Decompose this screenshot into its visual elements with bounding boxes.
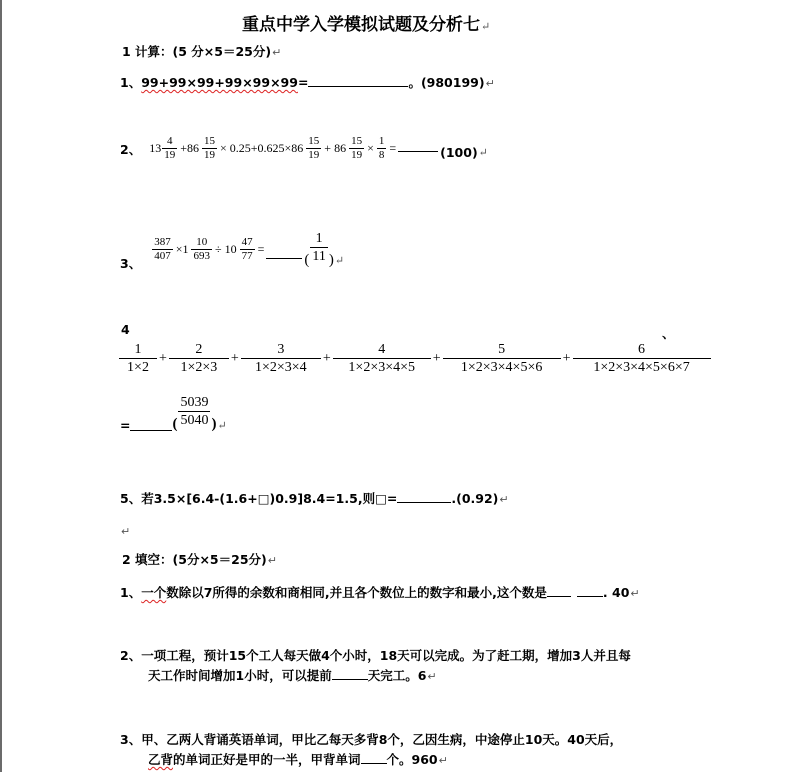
fraction (243, 341, 319, 376)
denominator: 1×2×3×4 (241, 358, 321, 376)
fill-question-1-answer: . 40 (602, 585, 630, 600)
question-3 (120, 226, 344, 272)
fill-question-3-text: 3、甲、乙两人背诵英语单词，甲比乙每天多背8个，乙因生病，中途停止10天。40天后， (120, 732, 623, 747)
denominator: 407 (154, 249, 171, 262)
question-2-answer: (100) (440, 145, 478, 160)
question-number: 4 (121, 322, 130, 337)
operator: ×1 (175, 241, 189, 256)
denominator: 5040 (180, 413, 209, 428)
paragraph-mark: ↵ (630, 587, 640, 600)
fill-question-1 (120, 583, 640, 601)
section-2-heading (122, 550, 277, 568)
paren-right: ) (328, 251, 334, 268)
numerator: 5039 (180, 395, 209, 410)
answer-blank[interactable] (332, 669, 368, 680)
question-4-separator (662, 324, 675, 342)
fill-question-3-line-2 (148, 750, 448, 768)
operator: × (367, 141, 374, 155)
denominator: 1×2×3×4×5×6 (443, 358, 561, 376)
answer-blank[interactable] (398, 150, 438, 152)
question-2 (120, 135, 488, 162)
denominator: 77 (241, 249, 253, 262)
paragraph-mark: ↵ (427, 670, 437, 683)
denominator: 693 (193, 249, 210, 262)
plus-sign: + (432, 350, 441, 366)
paragraph-mark: ↵ (121, 525, 131, 538)
fill-question-2-line-1 (120, 646, 631, 664)
operator: ÷ 10 (214, 241, 237, 256)
denominator: 19 (164, 149, 176, 161)
numerator: 4 (378, 342, 386, 357)
equals-sign: = (257, 241, 265, 256)
answer-blank[interactable] (547, 586, 571, 597)
paren-left: ( (172, 416, 178, 432)
paragraph-mark: ↵ (499, 493, 509, 506)
separator-mark: 、 (662, 326, 675, 341)
numerator: 15 (351, 135, 363, 147)
answer-fraction (310, 230, 327, 265)
question-1 (120, 73, 495, 91)
question-number: 2、 (120, 141, 142, 157)
paren-left: ( (304, 251, 310, 268)
paren-right: ) (211, 416, 217, 432)
numerator: 3 (277, 342, 285, 357)
paragraph-mark: ↵ (267, 554, 277, 567)
answer-blank[interactable] (130, 429, 172, 431)
fraction (349, 135, 364, 162)
fraction (445, 341, 559, 376)
paragraph-mark: ↵ (438, 754, 448, 767)
question-number: 1、 (120, 585, 142, 600)
numerator: 2 (195, 342, 203, 357)
fill-question-3-answer: 个。960 (386, 752, 438, 767)
fraction (575, 341, 709, 376)
page-left-border (0, 0, 2, 772)
question-number: 3、 (120, 256, 142, 271)
fill-question-1-text: 数除以7所得的余数和商相同,并且各个数位上的数字和最小,这个数是 (166, 585, 547, 600)
numerator: 15 (308, 135, 320, 147)
question-5 (120, 489, 509, 507)
fraction (306, 135, 321, 162)
question-1-expression: 99+99×99+99×99×99 (141, 75, 298, 90)
question-5-text: 5、若3.5×[6.4-(1.6+□)0.9]8.4=1.5,则□= (120, 491, 398, 506)
fill-question-2-line-2 (148, 666, 437, 684)
paragraph-mark: ↵ (217, 420, 227, 432)
denominator: 19 (308, 149, 320, 161)
fill-question-3-text: 的单词正好是甲的一半，甲背单词 (173, 752, 361, 767)
answer-blank[interactable] (266, 257, 302, 259)
paragraph-mark: ↵ (481, 20, 491, 33)
fraction (335, 341, 429, 376)
numerator: 5 (498, 342, 506, 357)
empty-paragraph (120, 520, 130, 539)
fraction (121, 341, 155, 376)
denominator: 1×2×3×4×5 (333, 358, 431, 376)
question-1-answer: 。(980199) (408, 75, 485, 90)
answer-blank[interactable] (397, 492, 451, 503)
fraction (152, 236, 173, 263)
denominator: 19 (203, 149, 215, 161)
equals-sign: = (297, 75, 309, 90)
fill-question-3-line-1 (120, 730, 622, 748)
denominator: 1×2×3 (169, 358, 229, 376)
fill-question-2-text: 2、一项工程，预计15个工人每天做4个小时，18天可以完成。为了赶工期，增加3人并且每 (120, 648, 631, 663)
denominator: 1×2 (119, 358, 157, 376)
question-4-answer-line (120, 392, 227, 433)
numerator: 387 (154, 235, 171, 248)
fraction (191, 236, 212, 263)
denominator: 8 (378, 149, 385, 161)
fraction (240, 236, 255, 263)
answer-fraction (178, 394, 210, 429)
fraction (202, 135, 217, 162)
numerator: 10 (196, 235, 208, 248)
numerator: 6 (638, 342, 646, 357)
paragraph-mark: ↵ (485, 77, 495, 90)
paragraph-mark: ↵ (272, 46, 282, 59)
question-number: 1、 (120, 75, 142, 90)
fill-question-2-text: 天工作时间增加1小时，可以提前 (148, 668, 332, 683)
paragraph-mark: ↵ (334, 254, 345, 267)
answer-blank[interactable] (308, 76, 408, 87)
question-4-number (121, 322, 130, 337)
numerator: 1 (315, 230, 323, 246)
document-title (242, 10, 490, 35)
section-1-heading-text: 1 计算：(5 分×5＝25分) (122, 44, 272, 59)
plus-sign: + (562, 350, 571, 366)
fraction (171, 341, 227, 376)
denominator: 11 (312, 248, 326, 264)
plus-sign: + (159, 350, 167, 366)
section-2-heading-text: 2 填空：(5分×5＝25分) (122, 552, 267, 567)
operator: + 86 (324, 141, 347, 155)
plus-sign: + (322, 350, 331, 366)
answer-blank[interactable] (577, 586, 603, 597)
plus-sign: + (230, 350, 239, 366)
fill-question-2-answer: 天完工。6 (367, 668, 427, 683)
equals-sign: = (120, 418, 131, 433)
numerator: 1 (378, 135, 385, 147)
denominator: 1×2×3×4×5×6×7 (573, 358, 711, 376)
flagged-word: 一个 (141, 585, 167, 600)
answer-blank[interactable] (361, 753, 387, 764)
numerator: 47 (241, 235, 253, 248)
operator: +86 (180, 141, 199, 155)
operator: × 0.25+0.625×86 (219, 141, 304, 155)
question-4-expression (120, 341, 710, 376)
fraction (377, 135, 387, 162)
title-text: 重点中学入学模拟试题及分析七 (242, 15, 480, 35)
equals-sign: = (389, 141, 397, 155)
section-1-heading (122, 42, 281, 60)
numerator: 4 (166, 135, 173, 147)
fraction (162, 135, 177, 162)
mixed-whole: 13 (149, 141, 162, 155)
paragraph-mark: ↵ (478, 147, 488, 159)
numerator: 15 (203, 135, 215, 147)
denominator: 19 (351, 149, 363, 161)
flagged-word: 乙背 (148, 752, 174, 767)
question-5-answer: .(0.92) (451, 491, 499, 506)
numerator: 1 (134, 342, 142, 357)
